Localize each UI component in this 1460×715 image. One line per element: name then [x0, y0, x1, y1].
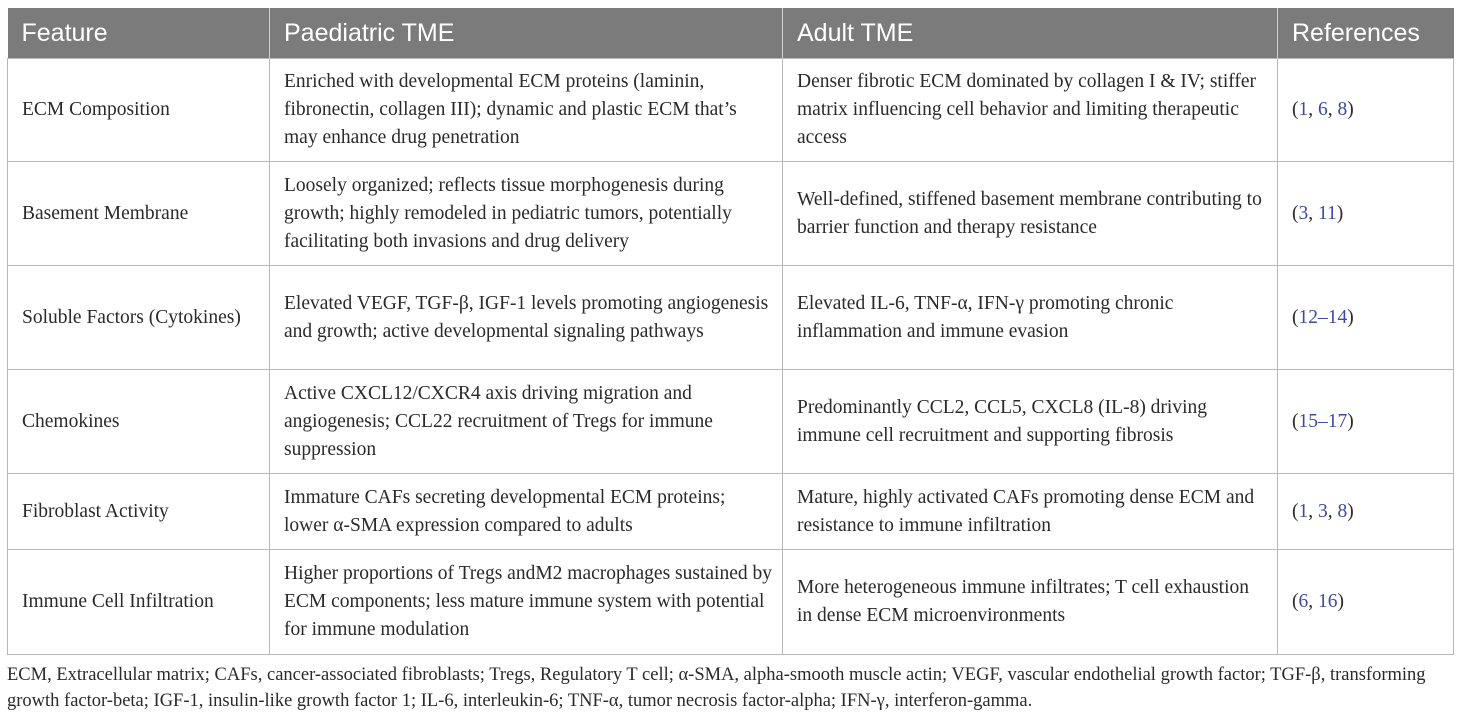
header-feature: Feature — [8, 8, 270, 59]
feature-cell: Soluble Factors (Cytokines) — [8, 266, 270, 370]
table-row — [8, 370, 1454, 474]
table-row — [8, 550, 1454, 655]
reference-link[interactable]: 6 — [1318, 99, 1328, 120]
feature-cell: Basement Membrane — [8, 162, 270, 266]
paediatric-cell: Higher proportions of Tregs andM2 macrophages sustained by ECM components; less mature immune system with potential for immune modulation — [270, 550, 783, 655]
adult-cell: Mature, highly activated CAFs promoting dense ECM and resistance to immune infiltration — [783, 474, 1278, 550]
adult-cell: Elevated IL-6, TNF-α, IFN-γ promoting chronic inflammation and immune evasion — [783, 266, 1278, 370]
table-header — [8, 8, 1454, 59]
paediatric-cell: Immature CAFs secreting developmental ECM proteins; lower α-SMA expression compared to adults — [270, 474, 783, 550]
comparison-table-container — [7, 8, 1453, 655]
adult-cell: More heterogeneous immune infiltrates; T cell exhaustion in dense ECM microenvironments — [783, 550, 1278, 655]
references-cell: (1, 6, 8) — [1278, 59, 1454, 162]
reference-link[interactable]: 15–17 — [1298, 410, 1348, 432]
references-cell: (15–17) — [1278, 370, 1454, 474]
header-adult: Adult TME — [783, 8, 1278, 59]
adult-cell: Predominantly CCL2, CCL5, CXCL8 (IL-8) driving immune cell recruitment and supporting fibrosis — [783, 370, 1278, 474]
adult-cell: Well-defined, stiffened basement membrane contributing to barrier function and therapy resistance — [783, 162, 1278, 266]
adult-cell: Denser fibrotic ECM dominated by collagen I & IV; stiffer matrix influencing cell behavior and limiting therapeutic access — [783, 59, 1278, 162]
feature-cell: Immune Cell Infiltration — [8, 550, 270, 655]
reference-link[interactable]: 3 — [1298, 202, 1309, 224]
paediatric-cell: Elevated VEGF, TGF-β, IGF-1 levels promoting angiogenesis and growth; active developmental signaling pathways — [270, 266, 783, 370]
tme-comparison-table — [7, 8, 1454, 655]
reference-link[interactable]: 8 — [1337, 500, 1348, 522]
table-footnote: ECM, Extracellular matrix; CAFs, cancer-associated fibroblasts; Tregs, Regulatory T cell; α-SMA, alpha-smooth muscle actin; VEGF, vascular endothelial growth factor; TGF-β, transforming growth factor-beta; IGF-1, insulin-like growth factor 1; IL-6, interleukin-6; TNF-α, tumor necrosis factor-alpha; IFN-γ, interferon-gamma. — [7, 665, 1426, 711]
references-cell: (12–14) — [1278, 266, 1454, 370]
reference-link[interactable]: 6 — [1298, 591, 1309, 612]
table-row — [8, 162, 1454, 266]
table-row — [8, 59, 1454, 162]
reference-link[interactable]: 16 — [1318, 591, 1338, 612]
header-references: References — [1278, 8, 1454, 59]
reference-link[interactable]: 3 — [1318, 500, 1328, 522]
paediatric-cell: Loosely organized; reflects tissue morphogenesis during growth; highly remodeled in pediatric tumors, potentially facilitating both invasions and drug delivery — [270, 162, 783, 266]
table-row — [8, 266, 1454, 370]
table-body — [8, 59, 1454, 655]
reference-link[interactable]: 1 — [1298, 500, 1309, 522]
references-cell: (3, 11) — [1278, 162, 1454, 266]
feature-cell: Chemokines — [8, 370, 270, 474]
reference-link[interactable]: 8 — [1337, 99, 1348, 120]
reference-link[interactable]: 1 — [1298, 99, 1309, 120]
reference-link[interactable]: 12–14 — [1298, 306, 1348, 328]
feature-cell: ECM Composition — [8, 59, 270, 162]
paediatric-cell: Active CXCL12/CXCR4 axis driving migration and angiogenesis; CCL22 recruitment of Tregs for immune suppression — [270, 370, 783, 474]
feature-cell: Fibroblast Activity — [8, 474, 270, 550]
reference-link[interactable]: 11 — [1318, 202, 1337, 224]
table-row — [8, 474, 1454, 550]
references-cell: (6, 16) — [1278, 550, 1454, 655]
paediatric-cell: Enriched with developmental ECM proteins (laminin, fibronectin, collagen III); dynamic and plastic ECM that’s may enhance drug penetration — [270, 59, 783, 162]
header-paediatric: Paediatric TME — [270, 8, 783, 59]
references-cell: (1, 3, 8) — [1278, 474, 1454, 550]
